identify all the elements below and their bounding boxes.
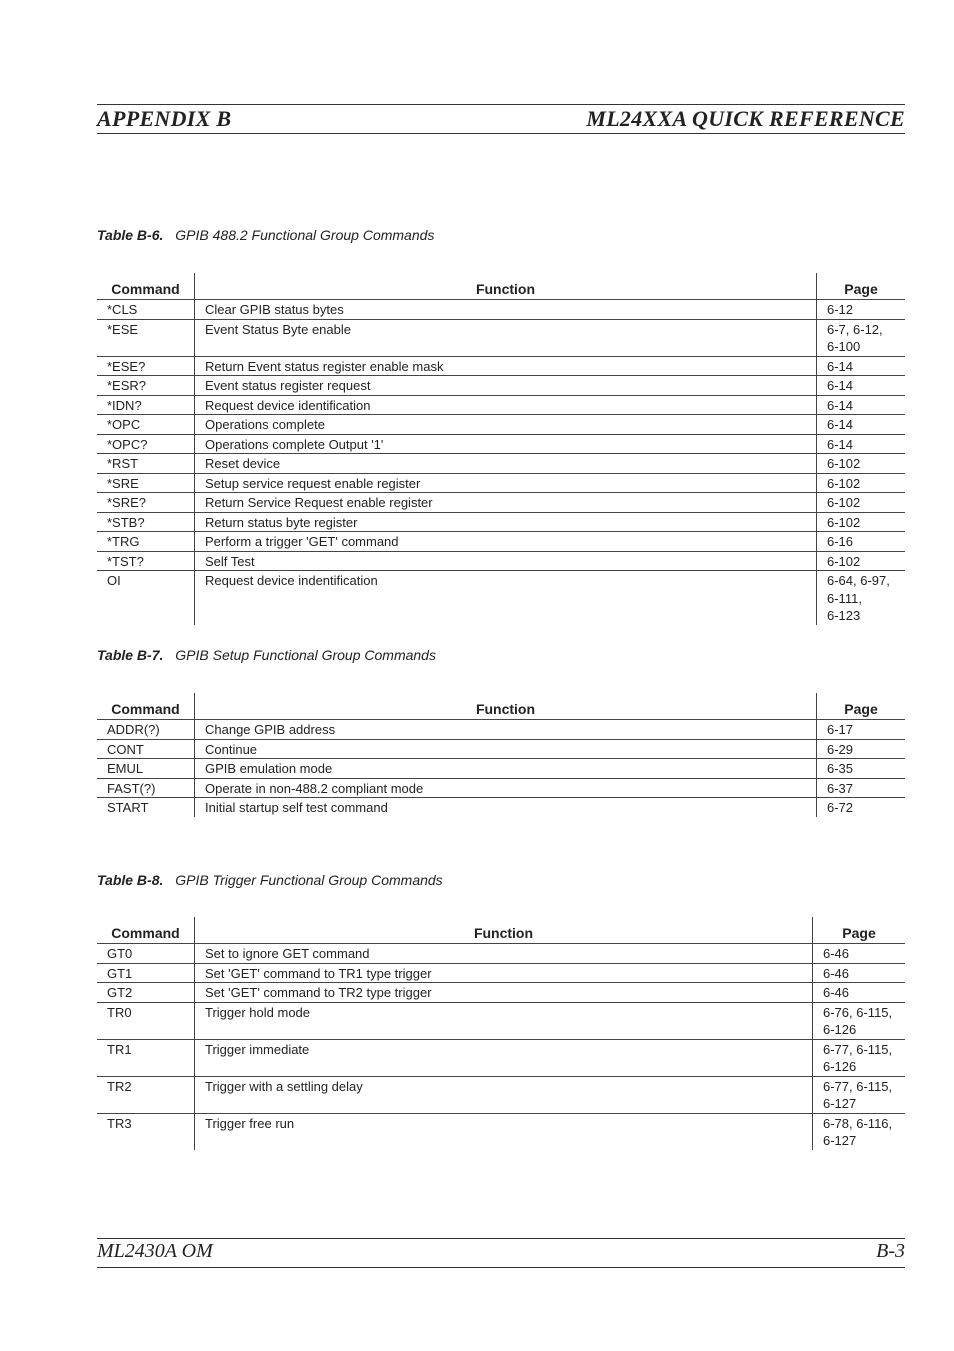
caption-number: Table B-6. [97,227,164,243]
page-ref: 6-78, 6-116, [823,1115,893,1131]
page-footer [97,1238,905,1268]
page-ref: 6-76, 6-115, [823,1004,893,1020]
function-cell: Reset device [195,454,817,474]
table-caption-b7 [97,647,436,663]
function-cell: Request device indentification [195,571,817,625]
page-cell [817,454,906,474]
page-ref: 6-46 [823,946,850,961]
page-ref: 6-102 [827,514,861,530]
function-cell: Event Status Byte enable [195,319,817,356]
command-cell: TR2 [97,1076,195,1113]
table-row [97,798,905,817]
page-ref: 6-77, 6-115, [823,1041,893,1057]
function-cell: Set to ignore GET command [195,944,813,964]
page-cell [817,473,906,493]
command-cell: *SRE [97,473,195,493]
table-row [97,759,905,779]
function-cell: Continue [195,739,817,759]
table-header-row [97,693,905,720]
column-header-command: Command [97,693,195,720]
page-cell [817,319,906,356]
page-ref: 6-14 [827,378,854,393]
page-ref: 6-102 [827,475,861,491]
table-gpib-488-2-commands [97,273,905,625]
caption-text: GPIB 488.2 Functional Group Commands [175,227,435,243]
table-row [97,300,905,320]
command-cell: *OPC [97,415,195,435]
table-row [97,356,905,376]
page-cell [813,983,906,1003]
command-cell: *TST? [97,551,195,571]
function-cell: Initial startup self test command [195,798,817,817]
table-row [97,415,905,435]
function-cell: Set 'GET' command to TR2 type trigger [195,983,813,1003]
table-row [97,532,905,552]
column-header-function: Function [195,693,817,720]
page-header [97,104,905,134]
column-header-command: Command [97,917,195,944]
page-ref: 6-100 [827,339,861,354]
footer-manual-name: ML2430A OM [97,1240,213,1262]
page-cell [813,1076,906,1113]
page-cell [813,944,906,964]
page-ref: 6-102 [827,553,861,569]
page-cell [817,434,906,454]
page-ref: 6-127 [823,1133,857,1148]
command-cell: GT2 [97,983,195,1003]
function-cell: Trigger hold mode [195,1002,813,1039]
page-ref: 6-102 [827,495,861,510]
table-row [97,571,905,625]
command-cell: FAST(?) [97,778,195,798]
table-row [97,319,905,356]
page-ref: 6-46 [823,985,850,1000]
page-cell [813,963,906,983]
page-cell [813,1113,906,1150]
command-cell: TR1 [97,1039,195,1076]
page-cell [817,759,906,779]
command-cell: *ESE [97,319,195,356]
page-ref: 6-64, 6-97, [827,573,890,588]
function-cell: Return Service Request enable register [195,493,817,513]
function-cell: Trigger free run [195,1113,813,1150]
page-cell [817,356,906,376]
page-cell [817,532,906,552]
command-cell: *ESE? [97,356,195,376]
page-ref: 6-123 [827,608,861,623]
command-cell: ADDR(?) [97,720,195,740]
page-cell [817,395,906,415]
table-row [97,1076,905,1113]
page-ref: 6-35 [827,761,854,776]
function-cell: GPIB emulation mode [195,759,817,779]
table-row [97,376,905,396]
column-header-function: Function [195,917,813,944]
column-header-command: Command [97,273,195,300]
table-header-row [97,917,905,944]
command-cell: *STB? [97,512,195,532]
function-cell: Change GPIB address [195,720,817,740]
table-row [97,434,905,454]
table-row [97,512,905,532]
page-ref: 6-7, 6-12, [827,321,883,337]
function-cell: Clear GPIB status bytes [195,300,817,320]
table-gpib-setup-commands [97,693,905,817]
table-row [97,473,905,493]
page-ref: 6-12 [827,302,854,317]
column-header-function: Function [195,273,817,300]
function-cell: Request device identification [195,395,817,415]
command-cell: TR0 [97,1002,195,1039]
page-ref: 6-37 [827,780,854,796]
page-cell [817,798,906,817]
page-cell [817,551,906,571]
function-cell: Operations complete Output '1' [195,434,817,454]
page-ref: 6-16 [827,534,854,549]
function-cell: Perform a trigger 'GET' command [195,532,817,552]
function-cell: Self Test [195,551,817,571]
page-ref: 6-46 [823,965,850,981]
table-row [97,1113,905,1150]
table-row [97,739,905,759]
page-ref: 6-29 [827,741,854,757]
table-gpib-trigger-commands [97,917,905,1150]
function-cell: Return Event status register enable mask [195,356,817,376]
function-cell: Return status byte register [195,512,817,532]
table-row [97,720,905,740]
page-ref: 6-102 [827,456,861,471]
page-cell [817,739,906,759]
page-ref: 6-126 [823,1059,857,1074]
page-ref: 6-17 [827,722,854,737]
function-cell: Operate in non-488.2 compliant mode [195,778,817,798]
page-cell [817,778,906,798]
page-cell [813,1039,906,1076]
function-cell: Trigger immediate [195,1039,813,1076]
header-section-title: APPENDIX B [97,106,232,131]
page-ref: 6-111, [827,590,862,606]
column-header-page: Page [813,917,906,944]
table-row [97,1039,905,1076]
command-cell: GT0 [97,944,195,964]
function-cell: Set 'GET' command to TR1 type trigger [195,963,813,983]
page-ref: 6-77, 6-115, [823,1078,893,1094]
column-header-page: Page [817,273,906,300]
command-cell: TR3 [107,1115,132,1131]
table-row [97,395,905,415]
table-header-row [97,273,905,300]
table-row [97,778,905,798]
function-cell: Setup service request enable register [195,473,817,493]
table-row [97,1002,905,1039]
table-row [97,551,905,571]
caption-number: Table B-7. [97,647,164,663]
command-cell: EMUL [97,759,195,779]
caption-number: Table B-8. [97,872,164,888]
function-cell: Trigger with a settling delay [195,1076,813,1113]
page-ref: 6-127 [823,1096,857,1111]
page-cell [817,720,906,740]
page-cell [817,415,906,435]
page-cell [817,300,906,320]
table-row [97,983,905,1003]
page-ref: 6-14 [827,436,854,452]
table-row [97,454,905,474]
table-row [97,944,905,964]
page-ref: 6-14 [827,417,854,432]
page-cell [817,571,906,625]
table-caption-b6 [97,227,434,243]
command-cell: OI [107,573,121,588]
command-cell: *RST [97,454,195,474]
command-cell: *TRG [97,532,195,552]
page-cell [817,493,906,513]
command-cell: GT1 [97,963,195,983]
page-cell [813,1002,906,1039]
footer-page-number: B-3 [876,1240,905,1262]
page-ref: 6-14 [827,397,854,413]
function-cell: Operations complete [195,415,817,435]
page-cell [817,376,906,396]
page-cell [817,512,906,532]
command-cell: START [107,800,149,815]
command-cell: *CLS [97,300,195,320]
command-cell: *ESR? [97,376,195,396]
table-row [97,963,905,983]
page-ref: 6-14 [827,358,854,374]
table-caption-b8 [97,872,443,888]
page-ref: 6-126 [823,1022,857,1037]
function-cell: Event status register request [195,376,817,396]
caption-text: GPIB Setup Functional Group Commands [175,647,436,663]
caption-text: GPIB Trigger Functional Group Commands [175,872,443,888]
column-header-page: Page [817,693,906,720]
command-cell: *OPC? [97,434,195,454]
command-cell: *SRE? [97,493,195,513]
table-row [97,493,905,513]
header-doc-title: ML24XXA QUICK REFERENCE [586,106,905,131]
page-ref: 6-72 [827,800,854,815]
command-cell: *IDN? [97,395,195,415]
command-cell: CONT [97,739,195,759]
